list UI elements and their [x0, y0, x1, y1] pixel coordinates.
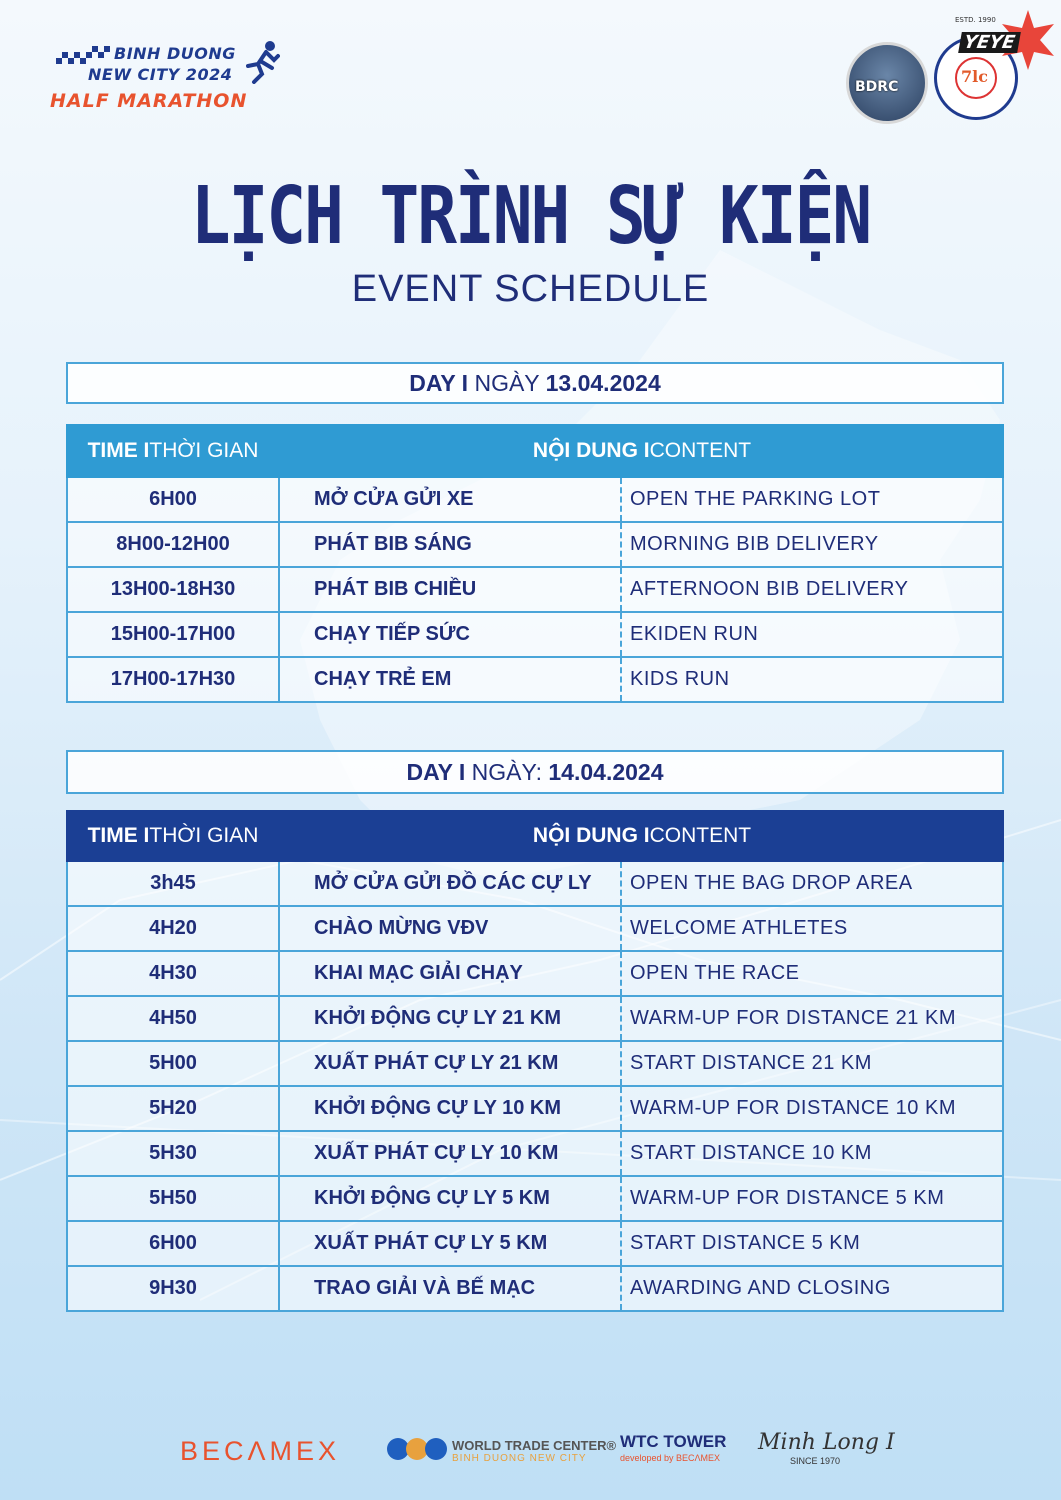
content-en-cell: START DISTANCE 5 KM: [630, 1232, 861, 1254]
content-en-cell: MORNING BIB DELIVERY: [630, 533, 879, 555]
content-vn-cell: CHÀO MỪNG VĐV: [280, 907, 622, 950]
time-cell: 3h45: [68, 862, 280, 905]
content-en-cell: AWARDING AND CLOSING: [630, 1277, 891, 1299]
content-vn-cell: PHÁT BIB SÁNG: [280, 523, 622, 566]
time-cell: 17H00-17H30: [68, 658, 280, 701]
wtc-tower-subtitle: developed by BECΛMEX: [620, 1453, 721, 1463]
wtc-logo-line2: BINH DUONG NEW CITY: [452, 1453, 587, 1464]
time-cell: 13H00-18H30: [68, 568, 280, 611]
wtc-tower-logo: WTC TOWER: [620, 1432, 727, 1451]
time-cell: 6H00: [68, 1222, 280, 1265]
time-cell: 5H00: [68, 1042, 280, 1085]
content-vn-cell: XUẤT PHÁT CỰ LY 10 KM: [280, 1132, 622, 1175]
day1-schedule-table: [66, 424, 1004, 703]
content-column-header: NỘI DUNG I CONTENT: [532, 439, 752, 462]
table-row: [66, 1267, 1004, 1312]
becamex-logo: BECΛMEX: [180, 1436, 341, 1466]
content-vn-cell: MỞ CỬA GỬI ĐỒ CÁC CỰ LY: [280, 862, 622, 905]
time-cell: 5H20: [68, 1087, 280, 1130]
event-logo: [48, 38, 288, 118]
content-vn-cell: KHỞI ĐỘNG CỰ LY 10 KM: [280, 1087, 622, 1130]
table-row: [66, 1087, 1004, 1132]
content-en-cell: KIDS RUN: [630, 668, 730, 690]
content-en-cell: EKIDEN RUN: [630, 623, 759, 645]
bdrc-logo-text: BDRC: [855, 79, 899, 95]
minh-long-since: SINCE 1970: [790, 1456, 841, 1466]
day2-label: DAY I: [406, 759, 466, 785]
content-en-cell: START DISTANCE 21 KM: [630, 1052, 872, 1074]
day1-label: DAY I: [409, 370, 469, 396]
day1-date: 13.04.2024: [545, 370, 661, 396]
sponsor-footer: [0, 1420, 1061, 1480]
time-cell: 9H30: [68, 1267, 280, 1310]
day1-heading: [66, 362, 1004, 404]
time-cell: 15H00-17H00: [68, 613, 280, 656]
time-cell: 4H20: [68, 907, 280, 950]
day2-date: 14.04.2024: [548, 759, 664, 785]
event-logo-line1: BINH DUONG: [114, 44, 236, 63]
time-cell: 5H50: [68, 1177, 280, 1220]
content-en-cell: OPEN THE BAG DROP AREA: [630, 872, 913, 894]
content-en-cell: OPEN THE RACE: [630, 962, 800, 984]
time-column-header: TIME I THỜI GIAN: [87, 439, 259, 462]
bdrc-club-logo: [846, 42, 928, 124]
content-en-cell: OPEN THE PARKING LOT: [630, 488, 881, 510]
day1-table-header: [66, 424, 1004, 478]
content-vn-cell: KHỞI ĐỘNG CỰ LY 21 KM: [280, 997, 622, 1040]
club-estd-text: ESTD. 1990: [955, 16, 996, 24]
table-row: [66, 907, 1004, 952]
content-en-cell: AFTERNOON BIB DELIVERY: [630, 578, 909, 600]
table-row: [66, 862, 1004, 907]
content-column-header: NỘI DUNG I CONTENT: [532, 824, 752, 847]
time-cell: 5H30: [68, 1132, 280, 1175]
time-cell: 8H00-12H00: [68, 523, 280, 566]
content-vn-cell: KHAI MẠC GIẢI CHẠY: [280, 952, 622, 995]
wtc-logo-icon: [386, 1432, 448, 1466]
runner-icon: [244, 40, 280, 84]
day1-label-vn: NGÀY: [468, 370, 546, 396]
table-row: [66, 568, 1004, 613]
day2-label-vn: NGÀY:: [465, 759, 549, 785]
content-en-cell: WELCOME ATHLETES: [630, 917, 848, 939]
content-vn-cell: CHẠY TRẺ EM: [280, 658, 622, 701]
yeye-badge: YEYE: [958, 32, 1020, 53]
time-cell: 6H00: [68, 478, 280, 521]
page-title-english: EVENT SCHEDULE: [351, 268, 710, 310]
day2-schedule-table: [66, 810, 1004, 1312]
content-vn-cell: XUẤT PHÁT CỰ LY 5 KM: [280, 1222, 622, 1265]
table-row: [66, 478, 1004, 523]
minh-long-logo: Minh Long I: [758, 1430, 895, 1455]
day2-heading: [66, 750, 1004, 794]
table-row: [66, 1132, 1004, 1177]
wtc-logo-line1: WORLD TRADE CENTER®: [452, 1438, 617, 1453]
content-vn-cell: PHÁT BIB CHIỀU: [280, 568, 622, 611]
content-vn-cell: TRAO GIẢI VÀ BẾ MẠC: [280, 1267, 622, 1310]
content-vn-cell: KHỞI ĐỘNG CỰ LY 5 KM: [280, 1177, 622, 1220]
table-row: [66, 1177, 1004, 1222]
content-vn-cell: MỞ CỬA GỬI XE: [280, 478, 622, 521]
table-row: [66, 952, 1004, 997]
content-en-cell: START DISTANCE 10 KM: [630, 1142, 872, 1164]
table-row: [66, 613, 1004, 658]
table-row: [66, 658, 1004, 703]
table-row: [66, 1042, 1004, 1087]
content-en-cell: WARM-UP FOR DISTANCE 5 KM: [630, 1187, 945, 1209]
content-en-cell: WARM-UP FOR DISTANCE 21 KM: [630, 1007, 956, 1029]
page-title-vietnamese: LỊCH TRÌNH SỰ KIỆN: [190, 170, 871, 263]
event-logo-line3: HALF MARATHON: [50, 90, 248, 112]
time-cell: 4H50: [68, 997, 280, 1040]
club-logo-mark: 7lc: [961, 67, 988, 86]
content-en-cell: WARM-UP FOR DISTANCE 10 KM: [630, 1097, 956, 1119]
table-row: [66, 523, 1004, 568]
table-row: [66, 1222, 1004, 1267]
time-column-header: TIME I THỜI GIAN: [87, 824, 259, 847]
table-row: [66, 997, 1004, 1042]
content-vn-cell: XUẤT PHÁT CỰ LY 21 KM: [280, 1042, 622, 1085]
time-cell: 4H30: [68, 952, 280, 995]
day2-table-header: [66, 810, 1004, 862]
event-logo-line2: NEW CITY 2024: [88, 65, 233, 84]
content-vn-cell: CHẠY TIẾP SỨC: [280, 613, 622, 656]
